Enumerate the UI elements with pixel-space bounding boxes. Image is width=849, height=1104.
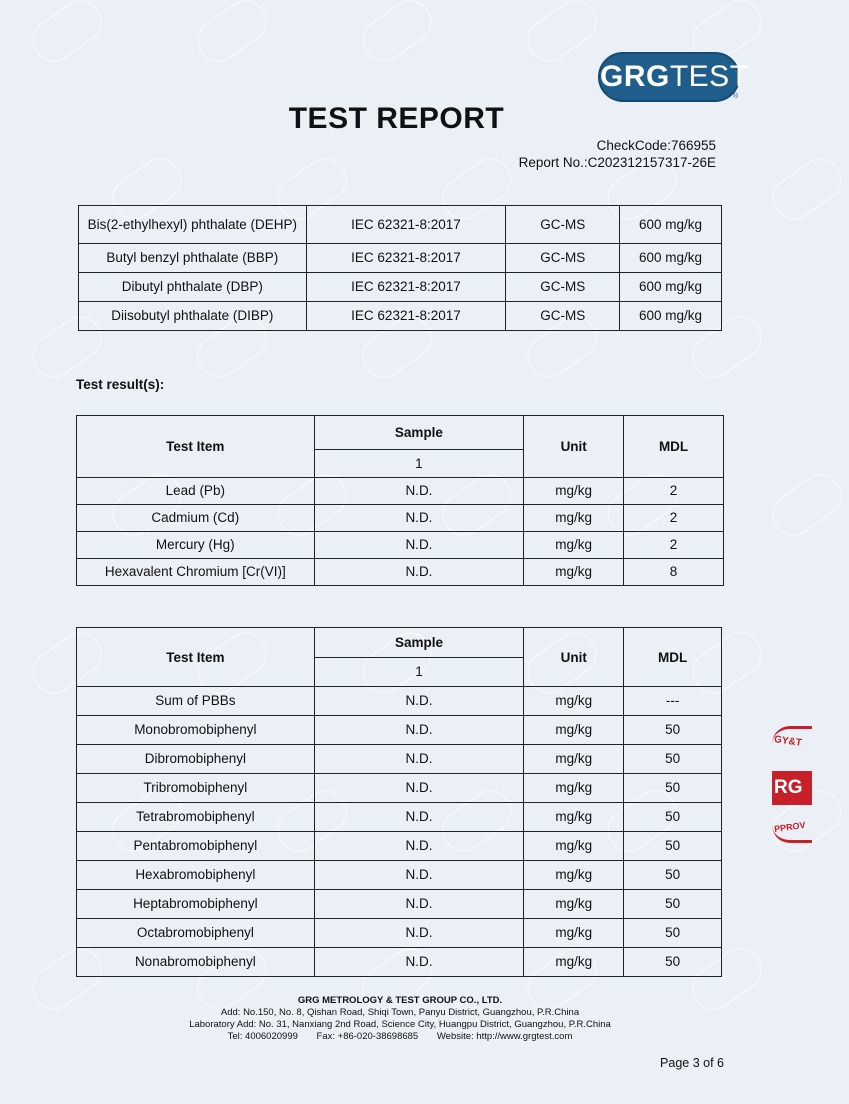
footer-company: GRG METROLOGY & TEST GROUP CO., LTD. [297, 995, 503, 1006]
result-value: N.D. [314, 505, 524, 532]
result-mdl: 50 [624, 716, 722, 745]
result-unit: mg/kg [524, 948, 624, 977]
seal-top-text: GY&T [773, 734, 803, 749]
result-unit: mg/kg [524, 861, 624, 890]
table-row [77, 532, 724, 559]
grgtest-logo [598, 52, 749, 102]
result-item: Mercury (Hg) [77, 532, 315, 559]
table-row [77, 559, 724, 586]
method-limit: 600 mg/kg [620, 244, 722, 273]
seal-bottom-text: PPROV [773, 819, 807, 835]
result-value: N.D. [314, 532, 524, 559]
result-item: Heptabromobiphenyl [77, 890, 315, 919]
result-value: N.D. [314, 687, 524, 716]
header-mdl: MDL [624, 628, 722, 687]
method-standard: IEC 62321-8:2017 [306, 206, 506, 244]
result-item: Sum of PBBs [77, 687, 315, 716]
result-mdl: 50 [624, 919, 722, 948]
method-instrument: GC-MS [506, 302, 620, 331]
watermark-mark [355, 0, 440, 69]
footer-website[interactable]: Website: http://www.grgtest.com [436, 1031, 573, 1042]
result-mdl: 50 [624, 745, 722, 774]
footer-contact [0, 1031, 800, 1042]
method-item: Bis(2-ethylhexyl) phthalate (DEHP) [79, 206, 307, 244]
header-sample: Sample [314, 628, 524, 658]
result-mdl: 2 [624, 532, 724, 559]
result-mdl: 2 [624, 478, 724, 505]
table-header-row [77, 416, 724, 450]
result-value: N.D. [314, 774, 524, 803]
method-instrument: GC-MS [506, 206, 620, 244]
result-value: N.D. [314, 832, 524, 861]
method-limit: 600 mg/kg [620, 273, 722, 302]
table-row [79, 244, 722, 273]
result-unit: mg/kg [524, 890, 624, 919]
table-row [77, 890, 722, 919]
method-table [78, 205, 722, 331]
result-value: N.D. [314, 919, 524, 948]
result-mdl: 50 [624, 803, 722, 832]
result-item: Tetrabromobiphenyl [77, 803, 315, 832]
method-instrument: GC-MS [506, 273, 620, 302]
result-item: Hexavalent Chromium [Cr(VI)] [77, 559, 315, 586]
result-unit: mg/kg [524, 559, 624, 586]
result-unit: mg/kg [524, 505, 624, 532]
watermark-mark [190, 0, 275, 69]
method-instrument: GC-MS [506, 244, 620, 273]
result-value: N.D. [314, 716, 524, 745]
result-mdl: 50 [624, 890, 722, 919]
seal-center-text: RG [774, 777, 803, 798]
result-unit: mg/kg [524, 919, 624, 948]
header-unit: Unit [524, 628, 624, 687]
result-item: Monobromobiphenyl [77, 716, 315, 745]
result-mdl: 50 [624, 774, 722, 803]
page-title: TEST REPORT [288, 102, 505, 135]
method-standard: IEC 62321-8:2017 [306, 244, 506, 273]
table-row [77, 505, 724, 532]
result-mdl: 2 [624, 505, 724, 532]
result-item: Cadmium (Cd) [77, 505, 315, 532]
result-value: N.D. [314, 803, 524, 832]
result-unit: mg/kg [524, 745, 624, 774]
footer-lab-address: Laboratory Add: No. 31, Nanxiang 2nd Road, Science City, Huangpu District, Guangzhou, P.R.China [189, 1019, 611, 1030]
result-item: Tribromobiphenyl [77, 774, 315, 803]
header-sample-number: 1 [314, 658, 524, 687]
result-unit: mg/kg [524, 687, 624, 716]
table-row [77, 919, 722, 948]
header-sample: Sample [314, 416, 524, 450]
results-heading: Test result(s): [76, 377, 165, 392]
method-item: Butyl benzyl phthalate (BBP) [79, 244, 307, 273]
table-row [77, 803, 722, 832]
result-mdl: 50 [624, 861, 722, 890]
logo-main-text: GRG [600, 60, 670, 93]
result-mdl: 8 [624, 559, 724, 586]
result-mdl: 50 [624, 832, 722, 861]
table-row [79, 302, 722, 331]
header-test-item: Test Item [77, 628, 315, 687]
result-item: Hexabromobiphenyl [77, 861, 315, 890]
page-number: Page 3 of 6 [660, 1056, 724, 1070]
approval-seal [772, 726, 832, 842]
result-value: N.D. [314, 559, 524, 586]
result-value: N.D. [314, 948, 524, 977]
result-mdl: --- [624, 687, 722, 716]
footer-tel: Tel: 4006020999 [227, 1031, 298, 1042]
watermark-mark [520, 0, 605, 69]
table-row [77, 687, 722, 716]
table-row [77, 861, 722, 890]
method-standard: IEC 62321-8:2017 [306, 273, 506, 302]
table-row [79, 206, 722, 244]
table-row [77, 832, 722, 861]
results-table-heavy-metals [76, 415, 724, 586]
header-unit: Unit [524, 416, 624, 478]
check-code: CheckCode:766955 [596, 138, 716, 153]
table-row [77, 948, 722, 977]
registered-mark: ® [733, 93, 739, 100]
footer-fax: Fax: +86-020-38698685 [316, 1031, 419, 1042]
table-row [77, 716, 722, 745]
watermark-mark [765, 467, 849, 544]
method-item: Diisobutyl phthalate (DIBP) [79, 302, 307, 331]
table-header-row [77, 628, 722, 658]
result-item: Dibromobiphenyl [77, 745, 315, 774]
result-unit: mg/kg [524, 478, 624, 505]
result-unit: mg/kg [524, 716, 624, 745]
result-mdl: 50 [624, 948, 722, 977]
header-test-item: Test Item [77, 416, 315, 478]
method-limit: 600 mg/kg [620, 302, 722, 331]
result-value: N.D. [314, 745, 524, 774]
footer-address: Add: No.150, No. 8, Qishan Road, Shiqi Town, Panyu District, Guangzhou, P.R.China [220, 1007, 580, 1018]
table-row [77, 774, 722, 803]
table-row [79, 273, 722, 302]
result-unit: mg/kg [524, 832, 624, 861]
result-value: N.D. [314, 861, 524, 890]
watermark-mark [765, 151, 849, 228]
method-limit: 600 mg/kg [620, 206, 722, 244]
header-mdl: MDL [624, 416, 724, 478]
report-number: Report No.:C202312157317-26E [518, 155, 716, 170]
method-standard: IEC 62321-8:2017 [306, 302, 506, 331]
seal-center-block [772, 771, 812, 805]
result-item: Pentabromobiphenyl [77, 832, 315, 861]
logo-sub-text: TEST [669, 60, 749, 93]
watermark-mark [25, 0, 110, 69]
result-unit: mg/kg [524, 774, 624, 803]
result-unit: mg/kg [524, 803, 624, 832]
table-row [77, 745, 722, 774]
header-sample-number: 1 [314, 450, 524, 478]
result-item: Lead (Pb) [77, 478, 315, 505]
result-unit: mg/kg [524, 532, 624, 559]
result-value: N.D. [314, 890, 524, 919]
result-value: N.D. [314, 478, 524, 505]
method-item: Dibutyl phthalate (DBP) [79, 273, 307, 302]
results-table-pbbs [76, 627, 722, 977]
result-item: Octabromobiphenyl [77, 919, 315, 948]
table-row [77, 478, 724, 505]
result-item: Nonabromobiphenyl [77, 948, 315, 977]
